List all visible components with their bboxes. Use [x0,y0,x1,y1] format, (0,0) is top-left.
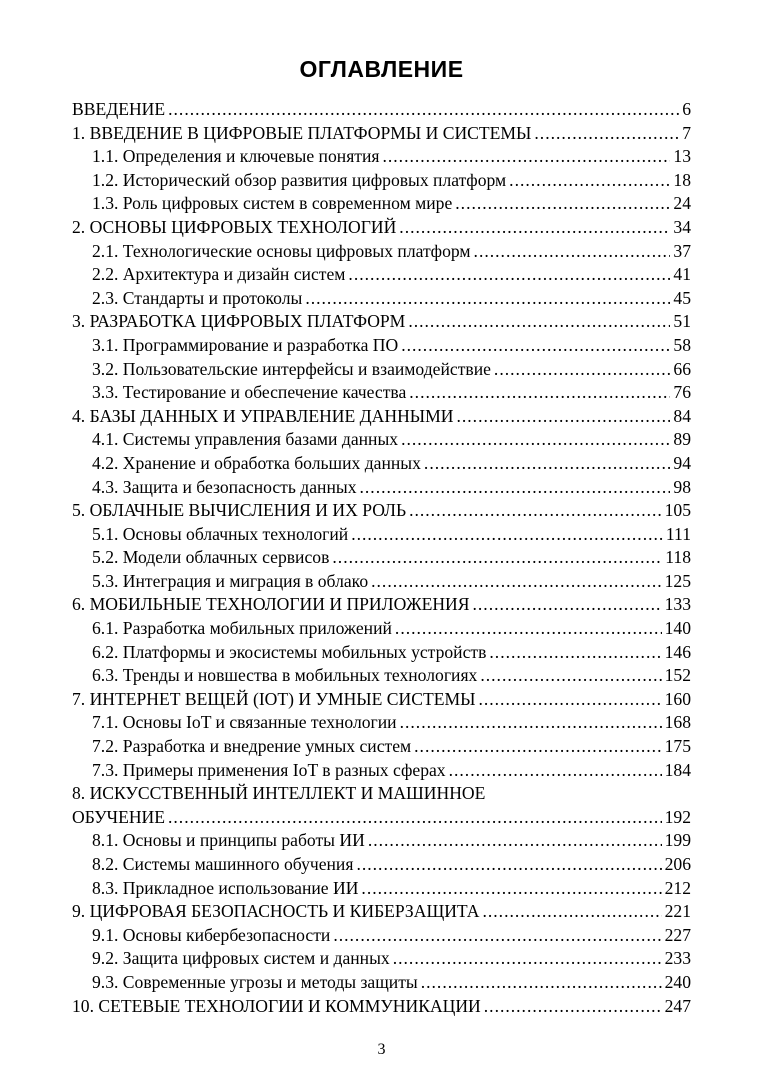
toc-entry-page: 146 [664,641,691,662]
toc-entry [72,995,691,1019]
toc-entry-page: 192 [664,806,691,827]
toc-entry-page: 247 [664,995,691,1016]
toc-subentry [72,169,691,193]
toc-subentry [72,877,691,901]
toc-entry-title: 2.2. Архитектура и дизайн систем [92,264,346,285]
toc-entry-page: 98 [673,476,691,497]
toc-entry-title-line1: 8. ИСКУССТВЕННЫЙ ИНТЕЛЛЕКТ И МАШИННОЕ [72,783,486,804]
dot-leader [401,428,670,452]
toc-entry-page: 152 [664,665,691,686]
toc-entry [72,216,691,240]
dot-leader [456,405,670,429]
toc-entry [72,593,691,617]
dot-leader [478,688,661,712]
dot-leader [482,900,661,924]
toc-entry-title: 2.1. Технологические основы цифровых платформ [92,240,471,261]
table-of-contents [72,98,691,1018]
toc-entry-title: 1.2. Исторический обзор развития цифровых платформ [92,169,507,190]
toc-subentry [72,546,691,570]
dot-leader [489,641,661,665]
toc-entry-page: 18 [673,169,691,190]
toc-subentry [72,263,691,287]
toc-entry-title-continuation: ОБУЧЕНИЕ [72,806,165,827]
dot-leader [494,358,670,382]
toc-subentry [72,452,691,476]
toc-subentry [72,334,691,358]
dot-leader [509,169,670,193]
toc-entry-page: 94 [673,452,691,473]
toc-entry [72,900,691,924]
toc-entry-page: 58 [673,334,691,355]
toc-entry-title: 9.2. Защита цифровых систем и данных [92,948,390,969]
toc-entry-page: 233 [664,948,691,969]
toc-entry-page: 199 [664,830,691,851]
toc-entry [72,98,691,122]
toc-entry-title: 10. СЕТЕВЫЕ ТЕХНОЛОГИИ И КОММУНИКАЦИИ [72,995,481,1016]
toc-subentry [72,924,691,948]
dot-leader [371,570,661,594]
dot-leader [360,476,671,500]
dot-leader [455,192,670,216]
dot-leader [424,452,670,476]
dot-leader [356,853,661,877]
toc-subentry [72,192,691,216]
toc-entry-title: 1.3. Роль цифровых систем в современном мире [92,193,453,214]
toc-entry-page: 24 [673,193,691,214]
toc-subentry [72,240,691,264]
toc-entry-title: 5.1. Основы облачных технологий [92,523,349,544]
toc-entry-page: 51 [673,311,691,332]
toc-entry-title: 7.3. Примеры применения IoT в разных сферах [92,759,446,780]
toc-entry [72,310,691,334]
toc-entry-title: 8.1. Основы и принципы работы ИИ [92,830,365,851]
page-number: 3 [377,1041,386,1058]
toc-entry-page: 212 [664,877,691,898]
toc-entry-page: 125 [664,570,691,591]
toc-entry-title: 4.2. Хранение и обработка больших данных [92,452,421,473]
toc-entry-title: ВВЕДЕНИЕ [72,99,166,119]
dot-leader [393,947,662,971]
toc-entry-title: 9.1. Основы кибербезопасности [92,924,331,945]
toc-entry-page: 105 [664,500,691,521]
toc-subentry [72,947,691,971]
dot-leader [168,98,679,122]
dot-leader [414,735,661,759]
toc-subentry [72,829,691,853]
toc-entry-title: 6.3. Тренды и новшества в мобильных технологиях [92,665,478,686]
dot-leader [400,711,662,735]
toc-entry-page: 240 [664,971,691,992]
toc-subentry [72,971,691,995]
toc-subentry [72,711,691,735]
dot-leader [408,310,670,334]
toc-entry-title: 9.3. Современные угрозы и методы защиты [92,971,418,992]
toc-entry-title: 7.1. Основы IoT и связанные технологии [92,712,397,733]
toc-entry-title: 3. РАЗРАБОТКА ЦИФРОВЫХ ПЛАТФОРМ [72,311,406,332]
toc-subentry [72,358,691,382]
toc-entry-page: 41 [673,264,691,285]
dot-leader [333,924,661,948]
toc-entry-page: 37 [673,240,691,261]
toc-entry-title: 7. ИНТЕРНЕТ ВЕЩЕЙ (IOT) И УМНЫЕ СИСТЕМЫ [72,688,476,709]
dot-leader [351,523,663,547]
toc-entry-title: 3.2. Пользовательские интерфейсы и взаимодействие [92,358,491,379]
toc-entry-page: 133 [664,594,691,615]
dot-leader [473,593,662,617]
toc-entry-title: 4. БАЗЫ ДАННЫХ И УПРАВЛЕНИЕ ДАННЫМИ [72,405,454,426]
toc-entry-title: 6.2. Платформы и экосистемы мобильных устройств [92,641,487,662]
toc-entry-title: 5.3. Интеграция и миграция в облако [92,570,369,591]
toc-subentry [72,617,691,641]
toc-entry-title: 3.3. Тестирование и обеспечение качества [92,382,407,403]
toc-entry-page: 45 [673,287,691,308]
toc-entry-title: 6.1. Разработка мобильных приложений [92,618,392,639]
toc-entry-page: 227 [664,924,691,945]
toc-entry-title: 6. МОБИЛЬНЫЕ ТЕХНОЛОГИИ И ПРИЛОЖЕНИЯ [72,594,470,615]
toc-entry-page: 76 [673,382,691,403]
toc-entry-page: 206 [664,854,691,874]
dot-leader [421,971,662,995]
toc-subentry [72,145,691,169]
toc-entry [72,122,691,146]
toc-subentry [72,476,691,500]
toc-entry [72,499,691,523]
toc-entry [72,405,691,429]
toc-entry-page: 140 [664,618,691,639]
dot-leader [348,263,670,287]
toc-entry [72,806,691,830]
dot-leader [409,499,662,523]
toc-entry-title: 1. ВВЕДЕНИЕ В ЦИФРОВЫЕ ПЛАТФОРМЫ И СИСТЕМЫ [72,122,532,143]
toc-entry-title: 4.1. Системы управления базами данных [92,429,399,450]
dot-leader [409,381,670,405]
toc-entry-title: 9. ЦИФРОВАЯ БЕЗОПАСНОСТЬ И КИБЕРЗАЩИТА [72,901,480,922]
toc-entry-page: 118 [665,547,691,568]
toc-entry-page: 34 [673,216,691,237]
toc-subentry [72,570,691,594]
toc-subentry [72,735,691,759]
dot-leader [395,617,662,641]
dot-leader [484,995,662,1019]
dot-leader [368,829,662,853]
dot-leader [401,334,670,358]
toc-subentry [72,428,691,452]
toc-entry-title: 8.2. Системы машинного обучения [92,854,354,874]
toc-subentry [72,287,691,311]
dot-leader [534,122,679,146]
dot-leader [382,145,670,169]
toc-subentry [72,641,691,665]
toc-entry-page: 111 [665,523,691,544]
dot-leader [449,759,662,783]
page-title: ОГЛАВЛЕНИЕ [299,56,464,82]
toc-entry-page: 84 [673,405,691,426]
toc-entry-page: 13 [673,146,691,167]
dot-leader [399,216,670,240]
toc-entry-page: 168 [664,712,691,733]
dot-leader [305,287,670,311]
toc-entry-page: 89 [673,429,691,450]
toc-entry [72,688,691,712]
toc-entry-page: 6 [682,99,691,119]
dot-leader [474,240,671,264]
toc-entry-title: 5. ОБЛАЧНЫЕ ВЫЧИСЛЕНИЯ И ИХ РОЛЬ [72,500,407,521]
toc-entry-page: 7 [682,122,691,143]
dot-leader [332,546,662,570]
toc-subentry [72,664,691,688]
dot-leader [168,806,662,830]
dot-leader [361,877,661,901]
toc-entry-page: 221 [664,901,691,922]
toc-subentry [72,759,691,783]
toc-entry-page: 160 [664,688,691,709]
toc-entry-title: 2. ОСНОВЫ ЦИФРОВЫХ ТЕХНОЛОГИЙ [72,216,397,237]
toc-entry-title: 1.1. Определения и ключевые понятия [92,146,380,167]
toc-entry-page: 175 [664,736,691,757]
toc-entry-page: 66 [673,358,691,379]
toc-entry-title: 8.3. Прикладное использование ИИ [92,877,359,898]
dot-leader [480,664,661,688]
toc-entry-title: 7.2. Разработка и внедрение умных систем [92,736,412,757]
toc-entry-title: 4.3. Защита и безопасность данных [92,476,357,497]
toc-entry-title: 5.2. Модели облачных сервисов [92,547,330,568]
toc-subentry [72,853,691,877]
toc-subentry [72,523,691,547]
toc-entry-page: 184 [664,759,691,780]
toc-subentry [72,381,691,405]
toc-entry-title: 3.1. Программирование и разработка ПО [92,334,399,355]
toc-entry-title: 2.3. Стандарты и протоколы [92,287,303,308]
